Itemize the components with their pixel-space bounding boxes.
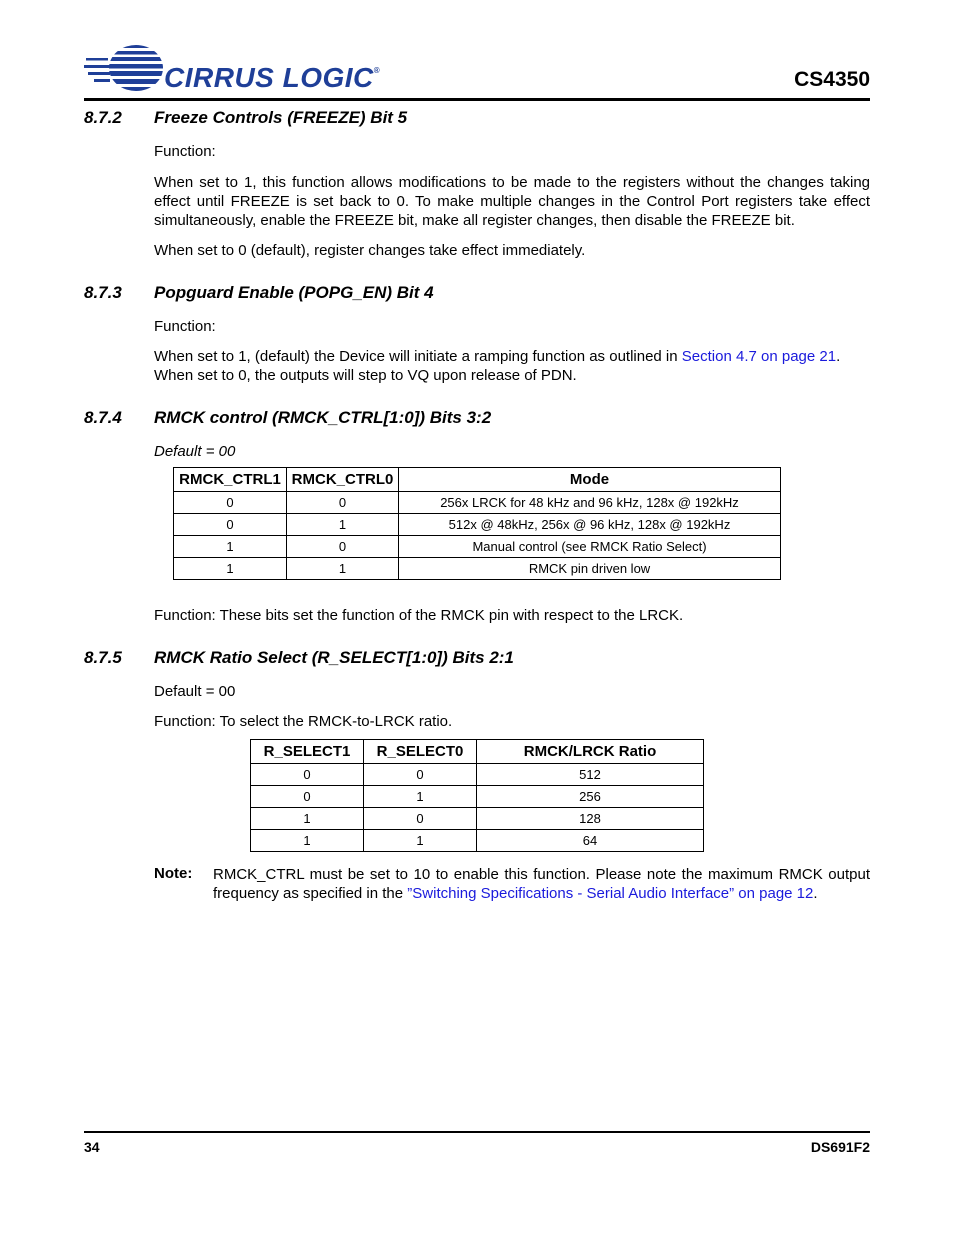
paragraph: When set to 0 (default), register changes take effect immediately. (154, 242, 586, 259)
table-cell: 256 (477, 786, 704, 808)
table-cell: 0 (287, 492, 399, 514)
cirrus-logic-logo (84, 44, 381, 96)
table-row (174, 558, 781, 580)
table-row (174, 536, 781, 558)
table-cell: 1 (287, 558, 399, 580)
table-row (251, 830, 704, 852)
logo-wordmark: CIRRUS LOGIC® (164, 62, 381, 93)
table-cell: RMCK pin driven low (399, 558, 781, 580)
rmck-ctrl-table (173, 467, 781, 580)
note-body: RMCK_CTRL must be set to 10 to enable this function. Please note the maximum RMCK output frequency as specified in the ”Switching Specifications - Serial Audio Interface” on page 12. (213, 866, 870, 902)
table-header-row (251, 740, 704, 764)
table-row (174, 514, 781, 536)
section-heading-8-7-2 (84, 108, 407, 128)
paragraph: Function: (154, 318, 216, 335)
section-number: 8.7.4 (84, 408, 122, 427)
table-cell: 0 (287, 536, 399, 558)
table-cell: 1 (251, 808, 364, 830)
table-cell: 0 (174, 492, 287, 514)
table-cell: 64 (477, 830, 704, 852)
section-heading-8-7-4 (84, 408, 491, 428)
section-link[interactable]: Section 4.7 on page 21 (681, 348, 837, 365)
spec-link[interactable]: ”Switching Specifications - Serial Audio Interface” on page 12 (407, 885, 814, 902)
section-heading-8-7-3 (84, 283, 434, 303)
table-row (251, 786, 704, 808)
paragraph: When set to 1, this function allows modifications to be made to the registers without the changes taking effect until FREEZE is set back to 0. To make multiple changes in the Control Port registers take effect simultaneously, enable the FREEZE bit, make all register changes, then disable the FREEZE bit. (154, 174, 870, 229)
table-row (251, 808, 704, 830)
table-cell: 0 (364, 808, 477, 830)
table-header: RMCK_CTRL1 (174, 468, 287, 492)
document-id: DS691F2 (810, 1139, 870, 1155)
table-header: Mode (399, 468, 781, 492)
section-title: Freeze Controls (FREEZE) Bit 5 (154, 108, 408, 127)
table-cell: 1 (287, 514, 399, 536)
section-title: RMCK control (RMCK_CTRL[1:0]) Bits 3:2 (154, 408, 492, 427)
logo-globe-icon (84, 44, 174, 96)
table-cell: 512 (477, 764, 704, 786)
table-cell: 1 (174, 536, 287, 558)
r-select-table (250, 739, 704, 852)
table-cell: 1 (251, 830, 364, 852)
section-title: RMCK Ratio Select (R_SELECT[1:0]) Bits 2:1 (154, 648, 514, 667)
table-row (174, 492, 781, 514)
table-cell: 1 (364, 786, 477, 808)
section-number: 8.7.5 (84, 648, 122, 667)
table-cell: 0 (174, 514, 287, 536)
table-cell: 0 (251, 764, 364, 786)
table-cell: 1 (174, 558, 287, 580)
table-header: R_SELECT1 (251, 740, 364, 764)
table-cell: 1 (364, 830, 477, 852)
section-number: 8.7.3 (84, 283, 122, 302)
header-rule (84, 98, 870, 101)
section-number: 8.7.2 (84, 108, 122, 127)
note-label: Note: (154, 865, 193, 882)
paragraph: Function: To select the RMCK-to-LRCK ratio. (154, 713, 453, 730)
table-cell: 0 (251, 786, 364, 808)
table-cell: 256x LRCK for 48 kHz and 96 kHz, 128x @ 192kHz (399, 492, 781, 514)
paragraph: Function: (154, 143, 216, 160)
table-header: RMCK/LRCK Ratio (477, 740, 704, 764)
table-cell: 512x @ 48kHz, 256x @ 96 kHz, 128x @ 192kHz (399, 514, 781, 536)
document-title: CS4350 (794, 68, 870, 91)
default-value: Default = 00 (154, 443, 236, 460)
table-header: R_SELECT0 (364, 740, 477, 764)
default-value: Default = 00 (154, 683, 236, 700)
page-number: 34 (84, 1139, 100, 1155)
table-header-row (174, 468, 781, 492)
section-heading-8-7-5 (84, 648, 514, 668)
section-title: Popguard Enable (POPG_EN) Bit 4 (154, 283, 434, 302)
paragraph: Function: These bits set the function of the RMCK pin with respect to the LRCK. (154, 607, 684, 624)
table-row (251, 764, 704, 786)
table-header: RMCK_CTRL0 (287, 468, 399, 492)
footer-rule (84, 1131, 870, 1133)
paragraph: When set to 1, (default) the Device will initiate a ramping function as outlined in Section 4.7 on page 21. When set to 0, the outputs will step to VQ upon release of PDN. (154, 348, 841, 384)
table-cell: Manual control (see RMCK Ratio Select) (399, 536, 781, 558)
table-cell: 128 (477, 808, 704, 830)
table-cell: 0 (364, 764, 477, 786)
